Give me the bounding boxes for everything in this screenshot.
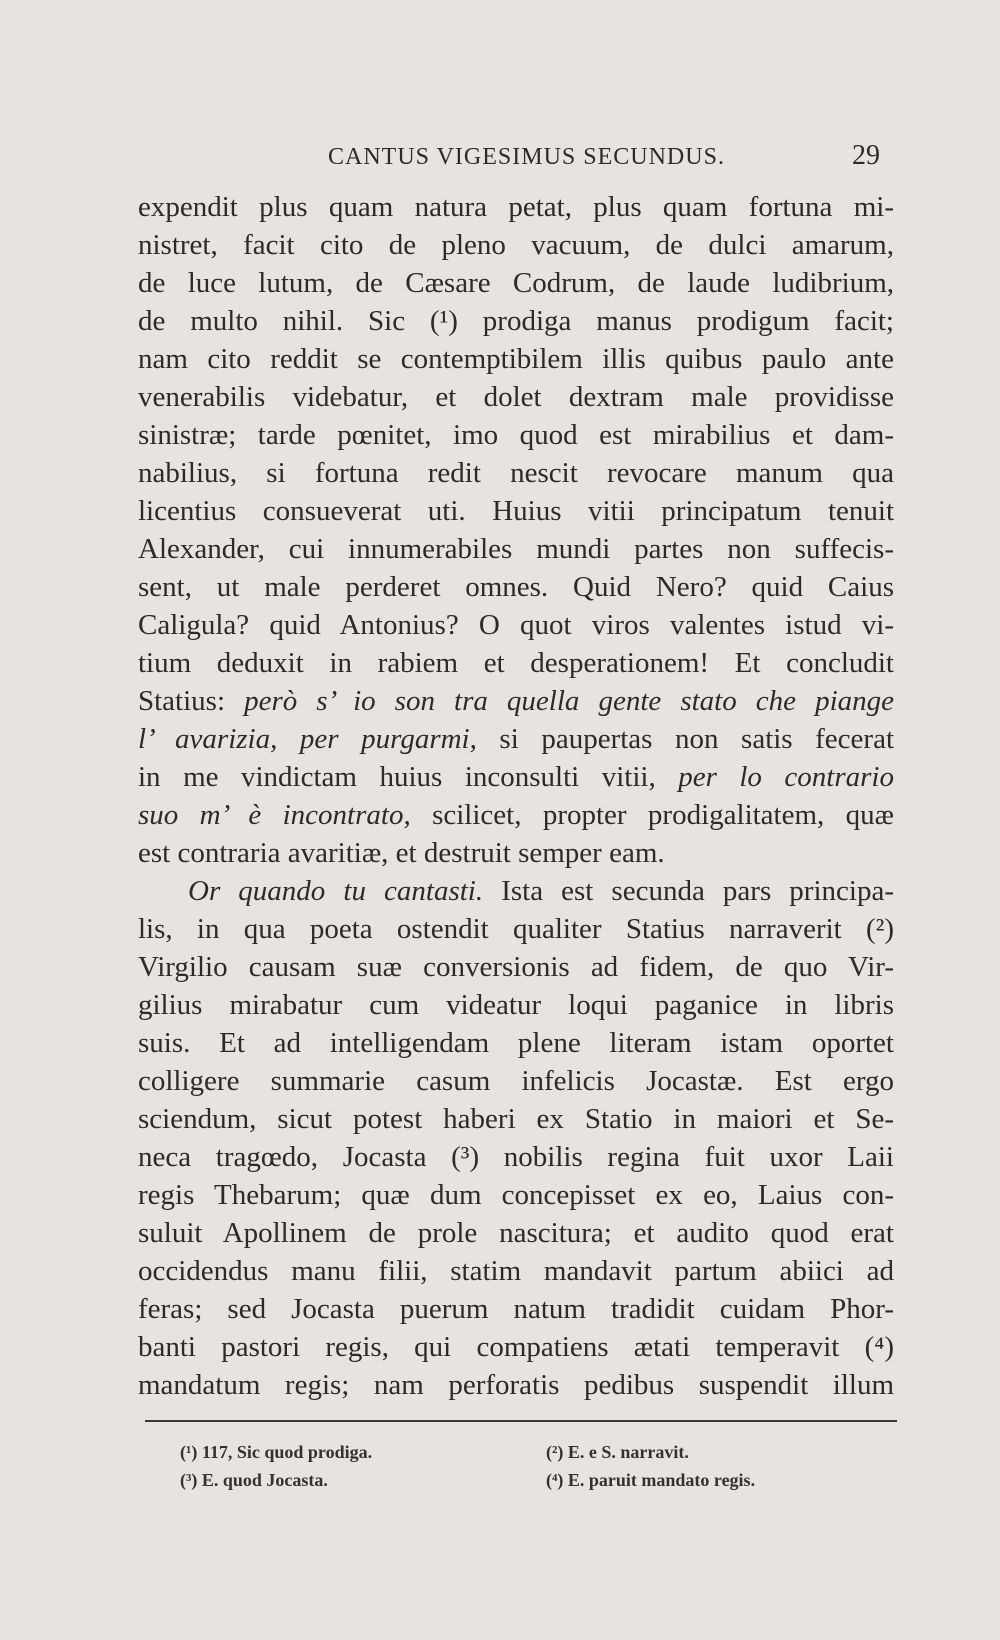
text-segment: expendit plus quam natura petat, plus quam fortuna mi- xyxy=(138,191,894,223)
italic-segment: Or quando tu cantasti. xyxy=(188,875,484,907)
text-segment: banti pastori regis, qui compatiens ætati temperavit (⁴) xyxy=(138,1331,894,1363)
italic-segment: per lo contrario xyxy=(678,761,894,793)
text-line xyxy=(138,986,894,1024)
italic-segment: l’ avarizia, per purgarmi, xyxy=(138,723,477,755)
text-line xyxy=(138,1062,894,1100)
footnote-rule xyxy=(145,1420,897,1422)
text-line xyxy=(138,568,894,606)
text-segment: feras; sed Jocasta puerum natum tradidit cuidam Phor- xyxy=(138,1293,894,1325)
text-segment: Statius: xyxy=(138,685,245,717)
text-segment: occidendus manu filii, statim mandavit partum abiici ad xyxy=(138,1255,894,1287)
text-line xyxy=(138,530,894,568)
text-line xyxy=(138,720,894,758)
text-segment: colligere summarie casum infelicis Jocastæ. Est ergo xyxy=(138,1065,894,1097)
text-line xyxy=(138,302,894,340)
text-segment: lis, in qua poeta ostendit qualiter Statius narraverit (²) xyxy=(138,913,894,945)
text-line xyxy=(138,1366,894,1404)
running-title: CANTUS VIGESIMUS SECUNDUS. xyxy=(328,144,725,170)
text-line xyxy=(138,872,894,910)
text-segment: scilicet, propter prodigalitatem, quæ xyxy=(410,799,894,831)
text-line xyxy=(138,1290,894,1328)
text-segment: venerabilis videbatur, et dolet dextram male providisse xyxy=(138,381,894,413)
text-line xyxy=(138,1024,894,1062)
text-line xyxy=(138,948,894,986)
text-line xyxy=(138,188,894,226)
footnote: (⁴) E. paruit mandato regis. xyxy=(546,1470,756,1490)
text-segment: licentius consueverat uti. Huius vitii principatum tenuit xyxy=(138,495,894,527)
text-line xyxy=(138,492,894,530)
text-segment: neca tragœdo, Jocasta (³) nobilis regina fuit uxor Laii xyxy=(138,1141,894,1173)
text-line xyxy=(138,682,894,720)
text-line xyxy=(138,1252,894,1290)
text-line xyxy=(138,226,894,264)
footnotes xyxy=(180,1438,880,1494)
text-line xyxy=(138,1138,894,1176)
text-segment: si paupertas non satis fecerat xyxy=(476,723,895,755)
text-line xyxy=(138,264,894,302)
footnote: (³) E. quod Jocasta. xyxy=(180,1470,328,1490)
text-line xyxy=(138,1328,894,1366)
text-segment: mandatum regis; nam perforatis pedibus suspendit illum xyxy=(138,1369,894,1401)
text-segment: de multo nihil. Sic (¹) prodiga manus prodigum facit; xyxy=(138,305,894,337)
text-line xyxy=(138,834,894,872)
footnote-row xyxy=(180,1438,880,1466)
text-segment: suis. Et ad intelligendam plene literam istam oportet xyxy=(138,1027,894,1059)
text-segment: regis Thebarum; quæ dum concepisset ex eo, Laius con- xyxy=(138,1179,894,1211)
page-number: 29 xyxy=(852,140,880,171)
text-segment: est contraria avaritiæ, et destruit semper eam. xyxy=(138,837,665,869)
text-segment: suluit Apollinem de prole nascitura; et audito quod erat xyxy=(138,1217,894,1249)
text-line xyxy=(138,378,894,416)
text-segment: nabilius, si fortuna redit nescit revocare manum qua xyxy=(138,457,894,489)
text-segment: de luce lutum, de Cæsare Codrum, de laude ludibrium, xyxy=(138,267,894,299)
text-line xyxy=(138,340,894,378)
text-segment: sciendum, sicut potest haberi ex Statio in maiori et Se- xyxy=(138,1103,894,1135)
footnote: (¹) 117, Sic quod prodiga. xyxy=(180,1442,373,1462)
text-segment: gilius mirabatur cum videatur loqui paganice in libris xyxy=(138,989,894,1021)
body-text xyxy=(138,188,894,1404)
text-line xyxy=(138,758,894,796)
text-segment: in me vindictam huius inconsulti vitii, xyxy=(138,761,679,793)
footnote-row xyxy=(180,1466,880,1494)
text-line xyxy=(138,644,894,682)
text-line xyxy=(138,1176,894,1214)
text-segment: Alexander, cui innumerabiles mundi partes non suffecis- xyxy=(138,533,894,565)
text-line xyxy=(138,796,894,834)
running-head xyxy=(138,140,890,180)
italic-segment: però s’ io son tra quella gente stato che piange xyxy=(244,685,894,717)
text-line xyxy=(138,606,894,644)
text-segment: sent, ut male perderet omnes. Quid Nero? quid Caius xyxy=(138,571,894,603)
text-line xyxy=(138,1100,894,1138)
text-segment: tium deduxit in rabiem et desperationem! Et concludit xyxy=(138,647,894,679)
text-line xyxy=(138,454,894,492)
italic-segment: suo m’ è incontrato, xyxy=(138,799,411,831)
text-segment: Ista est secunda pars principa- xyxy=(483,875,894,907)
footnote: (²) E. e S. narravit. xyxy=(546,1442,689,1462)
text-line xyxy=(138,1214,894,1252)
text-segment: Virgilio causam suæ conversionis ad fidem, de quo Vir- xyxy=(138,951,894,983)
text-segment: nistret, facit cito de pleno vacuum, de dulci amarum, xyxy=(138,229,894,261)
text-segment: sinistræ; tarde pœnitet, imo quod est mirabilius et dam- xyxy=(138,419,894,451)
text-line xyxy=(138,910,894,948)
text-line xyxy=(138,416,894,454)
text-segment: Caligula? quid Antonius? O quot viros valentes istud vi- xyxy=(138,609,894,641)
text-segment: nam cito reddit se contemptibilem illis quibus paulo ante xyxy=(138,343,894,375)
